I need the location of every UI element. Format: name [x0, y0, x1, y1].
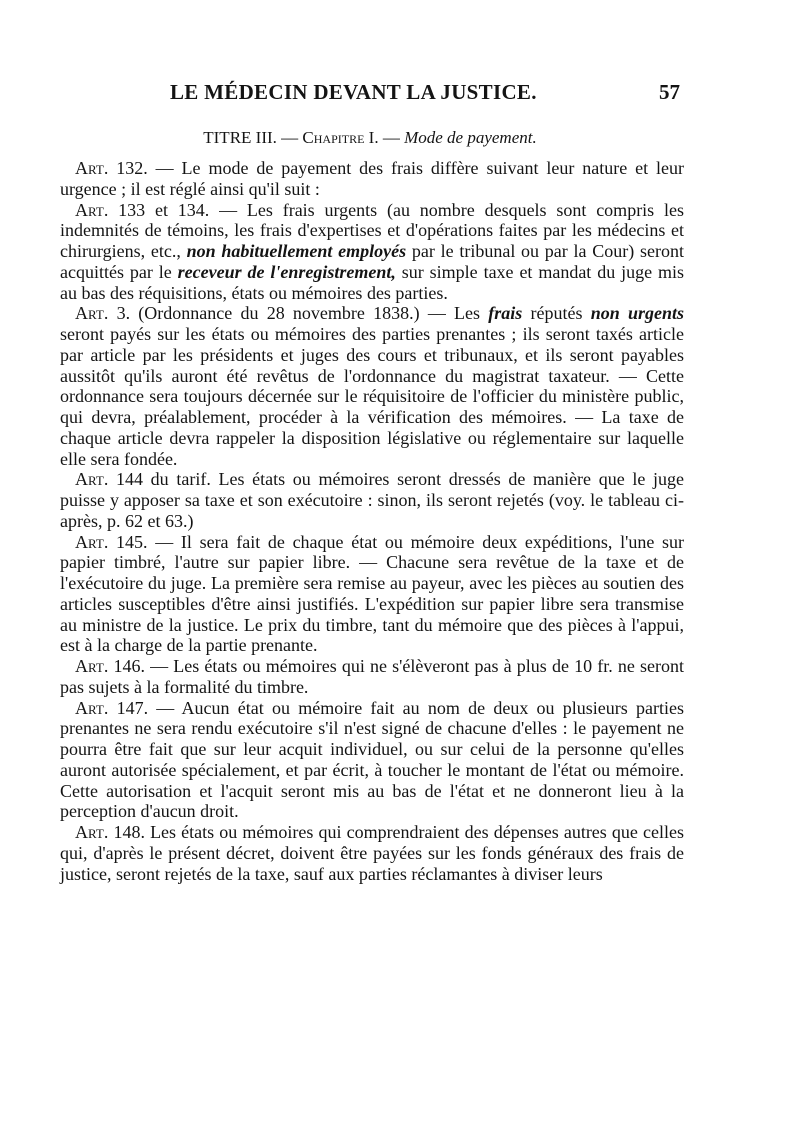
running-head	[60, 80, 680, 110]
section-title	[60, 128, 680, 148]
section-subject: Mode de payement.	[404, 128, 537, 147]
article-paragraph	[60, 532, 684, 657]
article-text: 133 et 134. — Les frais urgents (au nombre desquels sont compris les indemnités de témoins, les frais d'expertises et d'opérations faites par les médecins et chirurgiens, etc.,	[60, 199, 684, 261]
page-number: 57	[659, 80, 680, 104]
article-paragraph	[60, 158, 684, 200]
article-label: Art.	[75, 469, 109, 490]
article-paragraph	[60, 303, 684, 469]
chapitre-label: Chapitre	[302, 128, 365, 147]
article-label: Art.	[75, 199, 109, 220]
article-paragraph	[60, 469, 684, 531]
article-label: Art.	[75, 158, 109, 178]
article-text: 145. — Il sera fait de chaque état ou mémoire deux expéditions, l'une sur papier timbré, l'autre sur papier libre. — Chacune sera revêtue de la taxe et de l'exécutoire du juge. La première sera remise au payeur, avec les pièces au soutien des articles susceptibles d'être ainsi justifiés. L'expédition sur papier libre sera transmise au ministre de la justice. Le prix du timbre, tant du mémoire que des pièces à l'appui, est à la charge de la partie prenante.	[60, 531, 684, 656]
running-title: LE MÉDECIN DEVANT LA JUSTICE.	[170, 80, 537, 104]
article-text: 144 du tarif. Les états ou mémoires seront dressés de manière que le juge puisse y apposer sa taxe et son exécutoire : sinon, ils seront rejetés (voy. le tableau ci-après, p. 62 et 63.)	[60, 469, 684, 531]
article-text: 148. Les états ou mémoires qui comprendraient des dépenses autres que celles qui, d'après le présent décret, doivent être payées sur les fonds généraux des frais de justice, seront rejetés de la taxe, sauf aux parties réclamantes à diviser leurs	[60, 822, 684, 884]
article-paragraph	[60, 200, 684, 304]
article-text: 132. — Le mode de payement des frais diffère suivant leur nature et leur urgence ; il est réglé ainsi qu'il suit :	[60, 158, 684, 199]
article-paragraph	[60, 822, 684, 884]
article-label: Art.	[75, 697, 109, 718]
article-label: Art.	[75, 822, 109, 842]
article-paragraph	[60, 656, 684, 698]
chapitre-number: I. —	[368, 128, 400, 147]
article-text: 147. — Aucun état ou mémoire fait au nom de deux ou plusieurs parties prenantes ne sera rendu exécutoire s'il n'est signé de chacune d'elles : le payement ne pourra être fait que sur leur acquit individuel, ou sur celui de la personne qu'elles auront autorisée spécialement, et par écrit, à toucher le montant de l'état ou mémoire. Cette autorisation et l'acquit seront mis au bas de l'état et ne donneront lieu à la perception d'aucun droit.	[60, 697, 684, 822]
article-label: Art.	[75, 656, 109, 676]
emphasis-text: frais	[488, 303, 523, 324]
article-text: par le tribunal ou par la Cour) seront acquittés par le	[60, 241, 684, 282]
emphasis-text: receveur de l'enregistrement,	[177, 261, 396, 282]
article-text: 3. (Ordonnance du 28 novembre 1838.) — Les	[108, 303, 489, 324]
emphasis-text: non habituellement employés	[186, 241, 407, 261]
article-text: 146. — Les états ou mémoires qui ne s'élèveront pas à plus de 10 fr. ne seront pas sujets à la formalité du timbre.	[60, 656, 684, 697]
article-text: sur simple taxe et mandat du juge mis au bas des réquisitions, états ou mémoires des parties.	[60, 261, 684, 303]
article-text: réputés	[522, 303, 591, 324]
body-text	[60, 158, 684, 884]
article-label: Art.	[75, 303, 109, 324]
emphasis-text: non urgents	[590, 303, 685, 324]
article-label: Art.	[75, 531, 109, 552]
article-text: seront payés sur les états ou mémoires des parties prenantes ; ils seront taxés article par article par les présidents et juges des cours et tribunaux, et ils seront payables aussitôt qu'ils auront été revêtus de l'ordonnance du magistrat taxateur. — Cette ordonnance sera toujours décernée sur le réquisitoire de l'officier du ministère public, qui devra, préalablement, procéder à la vérification des mémoires. — La taxe de chaque article devra rappeler la disposition législative ou réglementaire sur laquelle elle sera fondée.	[60, 324, 684, 469]
titre-label: TITRE III. —	[203, 128, 299, 147]
article-paragraph	[60, 698, 684, 823]
